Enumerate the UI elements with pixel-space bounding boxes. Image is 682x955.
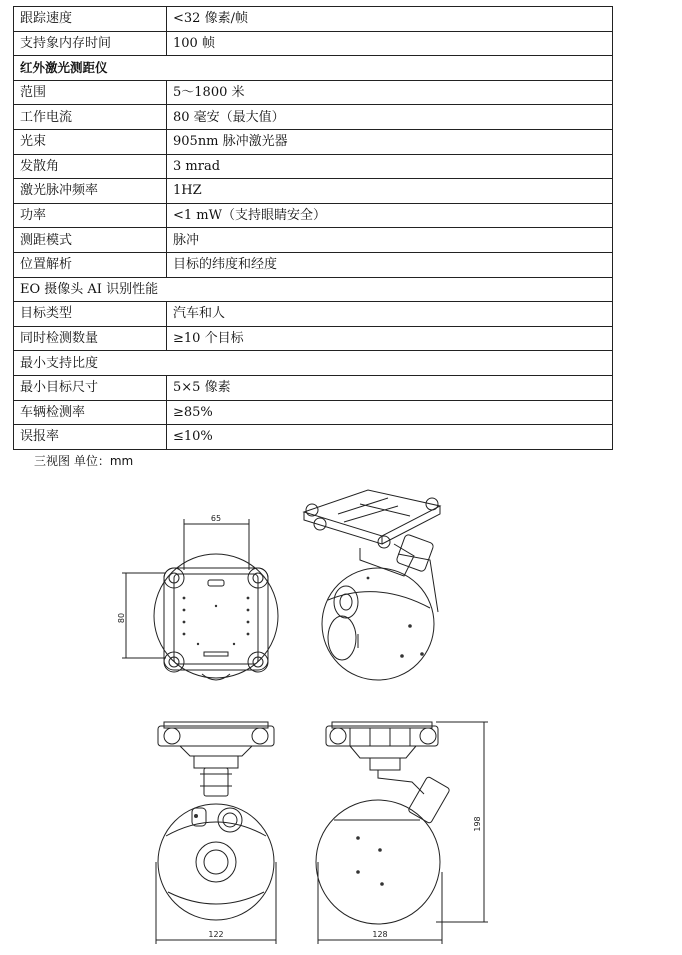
spec-label: 发散角 (14, 154, 167, 179)
front-view-drawing (150, 712, 290, 948)
spec-label: 功率 (14, 203, 167, 228)
spec-value: ≤10% (167, 425, 613, 450)
spec-label: 支持象内存时间 (14, 31, 167, 56)
section-title: 最小支持比度 (14, 351, 613, 376)
spec-label: 最小目标尺寸 (14, 375, 167, 400)
spec-row (14, 375, 613, 400)
spec-row (14, 326, 613, 351)
side-view-drawing (316, 712, 496, 948)
spec-row (14, 80, 613, 105)
spec-row (14, 425, 613, 450)
spec-value: 905nm 脉冲激光器 (167, 129, 613, 154)
dim-side-width: 128 (372, 930, 388, 939)
spec-value: 汽车和人 (167, 302, 613, 327)
top-view-drawing (118, 510, 296, 695)
spec-value: ≥10 个目标 (167, 326, 613, 351)
spec-row (14, 302, 613, 327)
spec-value: 100 帧 (167, 31, 613, 56)
drawing-caption: 三视图 单位：mm (34, 454, 134, 468)
spec-label: 目标类型 (14, 302, 167, 327)
spec-label: 范围 (14, 80, 167, 105)
section-row (14, 351, 613, 376)
spec-label: 测距模式 (14, 228, 167, 253)
section-row (14, 277, 613, 302)
spec-label: 激光脉冲频率 (14, 179, 167, 204)
spec-row (14, 228, 613, 253)
spec-value: 5～1800 米 (167, 80, 613, 105)
spec-row (14, 179, 613, 204)
spec-row (14, 105, 613, 130)
spec-label: 跟踪速度 (14, 7, 167, 32)
spec-row (14, 7, 613, 32)
dim-top-width: 65 (210, 514, 222, 523)
spec-row (14, 129, 613, 154)
spec-value: ≥85% (167, 400, 613, 425)
section-title: EO 摄像头 AI 识别性能 (14, 277, 613, 302)
spec-row (14, 400, 613, 425)
spec-label: 车辆检测率 (14, 400, 167, 425)
section-row (14, 56, 613, 81)
spec-label: 位置解析 (14, 252, 167, 277)
spec-table (13, 6, 613, 450)
spec-value: <32 像素/帧 (167, 7, 613, 32)
isometric-view-drawing (298, 484, 448, 694)
dim-front-width: 122 (208, 930, 224, 939)
spec-value: 目标的纬度和经度 (167, 252, 613, 277)
spec-row (14, 203, 613, 228)
spec-value: 5×5 像素 (167, 375, 613, 400)
spec-label: 误报率 (14, 425, 167, 450)
spec-row (14, 31, 613, 56)
dim-side-height: 198 (473, 816, 482, 832)
spec-value: 1HZ (167, 179, 613, 204)
spec-value: 3 mrad (167, 154, 613, 179)
dim-top-height: 80 (117, 612, 126, 624)
spec-row (14, 252, 613, 277)
spec-value: 80 毫安（最大值） (167, 105, 613, 130)
spec-label: 工作电流 (14, 105, 167, 130)
spec-value: <1 mW（支持眼睛安全） (167, 203, 613, 228)
spec-label: 同时检测数量 (14, 326, 167, 351)
spec-label: 光束 (14, 129, 167, 154)
spec-row (14, 154, 613, 179)
section-title: 红外激光测距仪 (14, 56, 613, 81)
spec-value: 脉冲 (167, 228, 613, 253)
